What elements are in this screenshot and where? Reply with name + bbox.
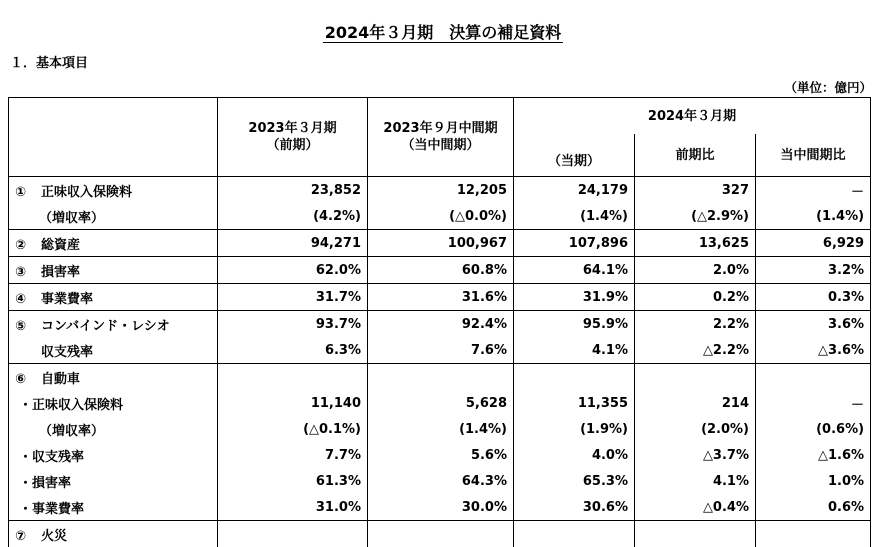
cell-prev-year: 7.7% [218,442,368,468]
cell-prev-year: 31.7% [218,284,368,311]
table-row [9,284,871,311]
cell-interim: 60.8% [368,257,514,284]
table-row [9,364,871,391]
cell-vs-interim: △3.6% [756,337,871,364]
row-label-text: 事業費率 [41,292,93,307]
cell-current: 4.0% [514,442,635,468]
header-item-cell [9,98,218,177]
cell-current: 11,355 [514,390,635,416]
cell-vs-interim: － [756,177,871,204]
row-label [9,494,218,521]
header-yoy: 前期比 [635,134,756,177]
cell-interim: 7.6% [368,337,514,364]
table-row [9,468,871,494]
cell-prev-year: 11,140 [218,390,368,416]
cell-vs-interim: － [756,390,871,416]
header-interim [368,98,514,177]
cell-yoy: 214 [635,390,756,416]
table-row [9,311,871,338]
cell-interim [368,521,514,547]
header-prev-year-line1: 2023年３月期 [224,120,361,137]
cell-yoy: (△2.9%) [635,203,756,230]
table-row [9,230,871,257]
cell-prev-year: 31.0% [218,494,368,521]
document-title [0,20,886,43]
cell-current [514,364,635,391]
cell-prev-year: 6.3% [218,337,368,364]
row-label-text: ・事業費率 [15,498,84,517]
cell-interim: 5,628 [368,390,514,416]
table-row [9,416,871,442]
cell-vs-interim [756,364,871,391]
cell-current [514,521,635,547]
cell-current: 4.1% [514,337,635,364]
row-label [9,177,218,204]
cell-interim [368,364,514,391]
cell-interim: 30.0% [368,494,514,521]
row-marker: ⑤ [15,319,41,334]
row-label-text: 損害率 [41,265,80,280]
cell-vs-interim: 0.3% [756,284,871,311]
table-row [9,494,871,521]
cell-yoy: △3.7% [635,442,756,468]
cell-current: 65.3% [514,468,635,494]
cell-vs-interim [756,521,871,547]
cell-vs-interim: 0.6% [756,494,871,521]
unit-label: （単位：億円） [784,78,872,96]
row-label [9,468,218,494]
row-label [9,257,218,284]
cell-interim: (△0.0%) [368,203,514,230]
cell-current: 95.9% [514,311,635,338]
row-label-text: （増収率） [15,420,104,439]
row-label [9,203,218,230]
table-row [9,257,871,284]
cell-prev-year [218,521,368,547]
row-label [9,416,218,442]
row-label [9,337,218,364]
row-marker: ⑥ [15,372,41,387]
cell-current: 64.1% [514,257,635,284]
row-label-text: 総資産 [41,238,80,253]
table-row [9,203,871,230]
table-row [9,390,871,416]
cell-yoy [635,364,756,391]
row-label [9,311,218,338]
header-prev-year-line2: （前期） [224,137,361,154]
cell-current: 107,896 [514,230,635,257]
cell-yoy: △0.4% [635,494,756,521]
cell-interim: 5.6% [368,442,514,468]
row-marker: ⑦ [15,529,41,544]
row-label-text: 正味収入保険料 [41,185,132,200]
row-marker: ② [15,238,41,253]
row-label-text: ・収支残率 [15,446,84,465]
financial-table [8,97,871,547]
cell-prev-year: 23,852 [218,177,368,204]
cell-prev-year: 62.0% [218,257,368,284]
cell-vs-interim: 3.2% [756,257,871,284]
cell-current: 30.6% [514,494,635,521]
cell-vs-interim: (1.4%) [756,203,871,230]
cell-vs-interim: 3.6% [756,311,871,338]
row-label [9,521,218,547]
cell-prev-year: 94,271 [218,230,368,257]
table-row [9,521,871,547]
row-label-text: 自動車 [41,372,80,387]
cell-interim: 12,205 [368,177,514,204]
row-marker: ③ [15,265,41,280]
row-label [9,230,218,257]
row-label [9,390,218,416]
header-interim-line1: 2023年９月中間期 [374,120,507,137]
table-row [9,337,871,364]
row-label [9,364,218,391]
cell-yoy: 13,625 [635,230,756,257]
row-label-text: 火災 [41,529,67,544]
header-current: （当期） [514,134,635,177]
cell-current: (1.4%) [514,203,635,230]
header-prev-year [218,98,368,177]
header-interim-line2: （当中間期） [374,137,507,154]
header-row-1 [9,98,871,135]
row-marker: ① [15,185,41,200]
cell-current: 24,179 [514,177,635,204]
cell-interim: 31.6% [368,284,514,311]
table-row [9,442,871,468]
row-marker: ④ [15,292,41,307]
cell-prev-year [218,364,368,391]
cell-yoy: (2.0%) [635,416,756,442]
cell-interim: (1.4%) [368,416,514,442]
row-label-text: コンバインド・レシオ [41,319,170,334]
cell-yoy: 4.1% [635,468,756,494]
cell-prev-year: (4.2%) [218,203,368,230]
row-label-text: ・正味収入保険料 [15,394,123,413]
cell-vs-interim: △1.6% [756,442,871,468]
document-title-text: 2024年３月期 決算の補足資料 [323,23,564,43]
cell-current: (1.9%) [514,416,635,442]
cell-yoy: 2.0% [635,257,756,284]
cell-current: 31.9% [514,284,635,311]
cell-prev-year: 61.3% [218,468,368,494]
row-label-text: 収支残率 [41,345,93,360]
cell-yoy: 327 [635,177,756,204]
cell-prev-year: (△0.1%) [218,416,368,442]
cell-interim: 64.3% [368,468,514,494]
cell-yoy: 0.2% [635,284,756,311]
row-label [9,442,218,468]
cell-vs-interim: (0.6%) [756,416,871,442]
cell-vs-interim: 6,929 [756,230,871,257]
row-label [9,284,218,311]
header-vs-interim: 当中間期比 [756,134,871,177]
row-label-text: （増収率） [15,207,104,226]
cell-yoy: △2.2% [635,337,756,364]
header-group-fy2024: 2024年３月期 [514,98,871,135]
cell-prev-year: 93.7% [218,311,368,338]
cell-interim: 100,967 [368,230,514,257]
cell-yoy: 2.2% [635,311,756,338]
cell-vs-interim: 1.0% [756,468,871,494]
section-heading: １．基本項目 [10,52,88,71]
row-label-text: ・損害率 [15,472,71,491]
cell-interim: 92.4% [368,311,514,338]
table-row [9,177,871,204]
cell-yoy [635,521,756,547]
